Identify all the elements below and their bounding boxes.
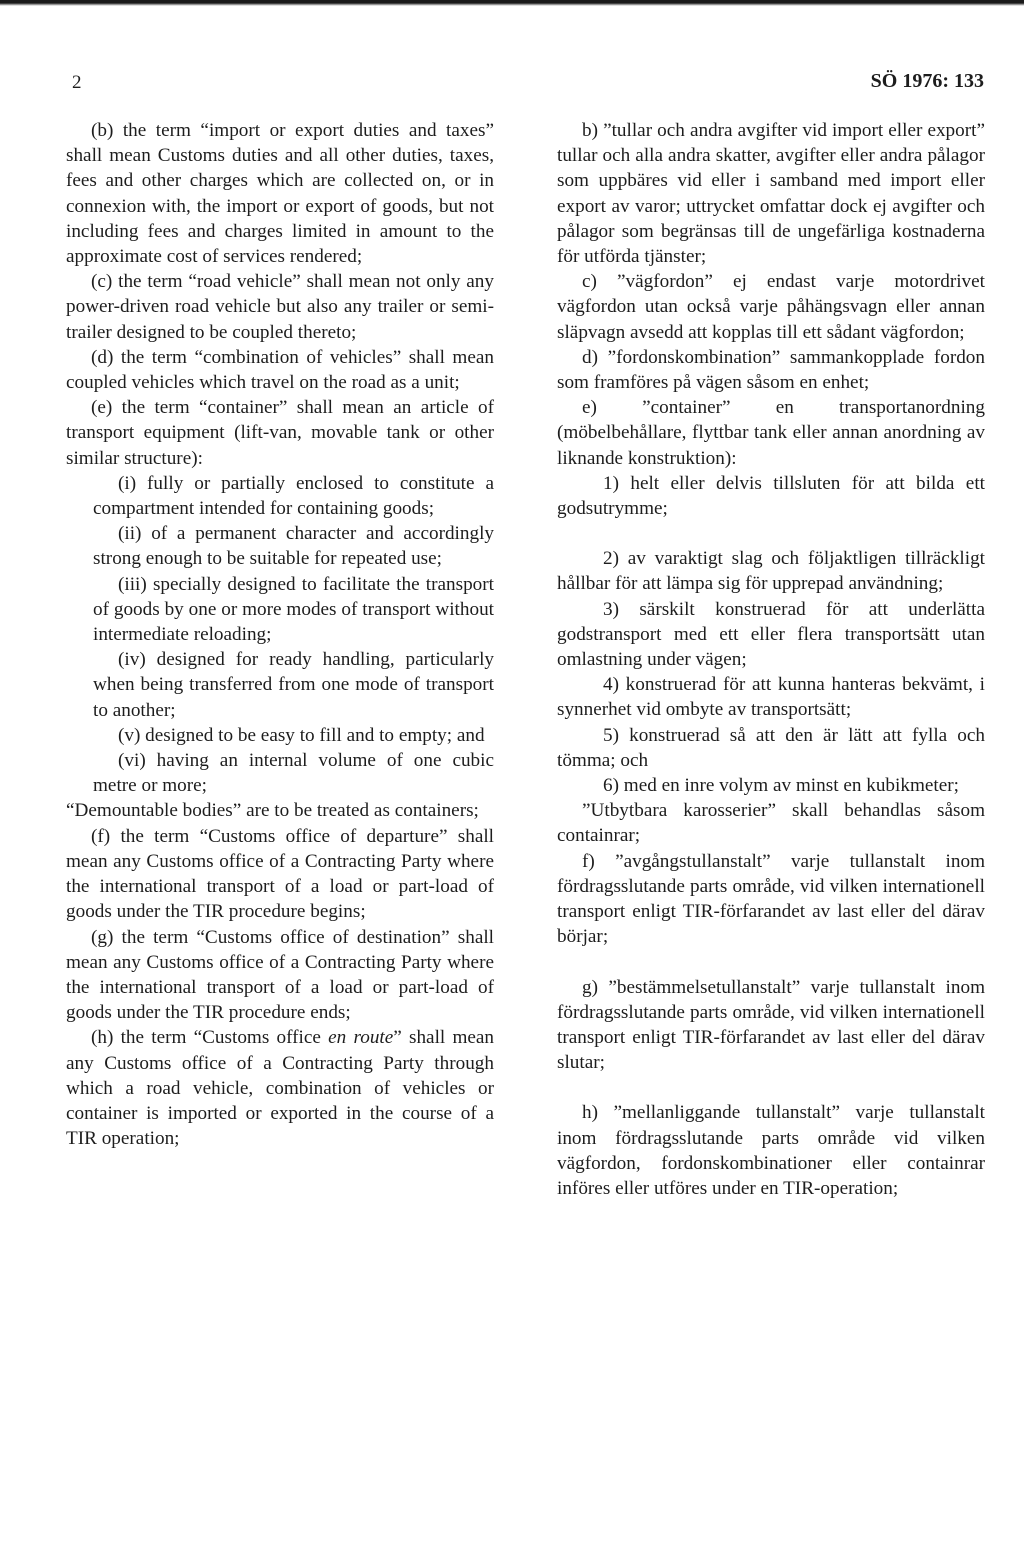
paragraph-b-sv: b) ”tullar och andra avgifter vid import eller export” tullar och alla andra skatter, avgifter eller andra pålagor som uppbäres vid eller i samband med import eller export av varor; uttrycket omfattar dock ej avgifter och pålagor som begränsas till de ungefärliga kostnaderna för utförda tjänster; bbox=[557, 120, 985, 268]
paragraph-demountable-en: “Demountable bodies” are to be treated as containers; bbox=[66, 800, 479, 822]
item-e-4-sv: 4) konstruerad för att kunna hanteras bekvämt, i synnerhet vid ombyte av transportsätt; bbox=[557, 674, 985, 721]
paragraph-h-suffix: ” shall mean any Customs office of a Contracting Party through which a road vehicle, combination of vehicles or container is imported or exported in the course of a TIR operation; bbox=[66, 1027, 495, 1150]
item-e-iv-en: (iv) designed for ready handling, particularly when being transferred from one mode of transport to another; bbox=[93, 649, 494, 721]
paragraph-g-en: (g) the term “Customs office of destination” shall mean any Customs office of a Contracting Party where the international transport of a load or part-load of goods under the TIR procedure ends; bbox=[66, 926, 494, 1024]
paragraph-f-en: (f) the term “Customs office of departure” shall mean any Customs office of a Contracting Party where the international transport of a load or part-load of goods under the TIR procedure begins; bbox=[66, 825, 494, 923]
item-e-2-sv: 2) av varaktigt slag och följaktligen tillräckligt hållbar för att lämpa sig för upprepad användning; bbox=[557, 548, 985, 595]
paragraph-h-sv: h) ”mellanliggande tullanstalt” varje tullanstalt inom fördragsslutande parts område vid vilken vägfordon, fordonskombinationer eller containrar införes eller utföres under en TIR-operation; bbox=[557, 1102, 985, 1199]
paragraph-g-sv: g) ”bestämmelsetullanstalt” varje tullanstalt inom fördragsslutande parts område, vid vilken internationell transport enligt TIR-förfarandet av last eller del därav slutar; bbox=[557, 976, 985, 1074]
paragraph-h-italic: en route bbox=[328, 1027, 394, 1049]
paragraph-d-en: (d) the term “combination of vehicles” shall mean coupled vehicles which travel on the road as a unit; bbox=[66, 346, 494, 394]
paragraph-c-sv: c) ”vägfordon” ej endast varje motordrivet vägfordon utan också varje påhängsvagn eller annan släpvagn avsedd att kopplas till ett sådant vägfordon; bbox=[557, 271, 985, 343]
paragraph-h-prefix: (h) the term “Customs office bbox=[91, 1027, 329, 1049]
spacer bbox=[557, 1075, 985, 1100]
item-e-5-sv: 5) konstruerad så att den är lätt att fylla och tömma; och bbox=[557, 724, 985, 771]
item-e-i-en: (i) fully or partially enclosed to constitute a compartment intended for containing goods; bbox=[93, 472, 494, 520]
swedish-column bbox=[557, 118, 985, 1201]
item-e-v-en: (v) designed to be easy to fill and to empty; and bbox=[118, 724, 485, 746]
scan-border bbox=[0, 0, 1024, 6]
paragraph-b-en: (b) the term “import or export duties and taxes” shall mean Customs duties and all other duties, taxes, fees and other charges which are collected on, or in connexion with, the import or export of goods, but not including fees and charges limited in amount to the approximate cost of services rendered; bbox=[66, 120, 494, 268]
item-e-vi-en: (vi) having an internal volume of one cubic metre or more; bbox=[93, 750, 494, 797]
paragraph-e-sv: e) ”container” en transportanordning (möbelbehållare, flyttbar tank eller annan anordning av liknande konstruktion): bbox=[557, 397, 985, 469]
item-e-ii-en: (ii) of a permanent character and accordingly strong enough to be suitable for repeated use; bbox=[93, 523, 494, 570]
spacer bbox=[557, 950, 985, 975]
running-head: SÖ 1976: 133 bbox=[870, 70, 984, 92]
item-e-1-sv: 1) helt eller delvis tillsluten för att bilda ett godsutrymme; bbox=[557, 472, 985, 520]
paragraph-f-sv: f) ”avgångstullanstalt” varje tullanstalt inom fördragsslutande parts område, vid vilken internationell transport enligt TIR-förfarandet av last eller del därav börjar; bbox=[557, 850, 985, 948]
english-column bbox=[66, 118, 494, 1151]
paragraph-e-en: (e) the term “container” shall mean an article of transport equipment (lift-van, movable tank or other similar structure): bbox=[66, 397, 494, 469]
item-e-iii-en: (iii) specially designed to facilitate the transport of goods by one or more modes of transport without intermediate reloading; bbox=[93, 573, 494, 646]
paragraph-d-sv: d) ”fordonskombination” sammankopplade fordon som framföres på vägen såsom en enhet; bbox=[557, 346, 985, 394]
spacer bbox=[557, 521, 985, 546]
paragraph-h-en bbox=[66, 1025, 494, 1151]
item-e-6-sv: 6) med en inre volym av minst en kubikmeter; bbox=[603, 775, 959, 797]
page-number: 2 bbox=[72, 72, 82, 93]
paragraph-utbytbara-sv: ”Utbytbara karosserier” skall behandlas såsom containrar; bbox=[557, 800, 985, 847]
paragraph-c-en: (c) the term “road vehicle” shall mean not only any power-driven road vehicle but also any trailer or semi-trailer designed to be coupled thereto; bbox=[66, 271, 494, 343]
item-e-3-sv: 3) särskilt konstruerad för att underlätta godstransport med ett eller flera transportsätt utan omlastning under vägen; bbox=[557, 598, 985, 671]
